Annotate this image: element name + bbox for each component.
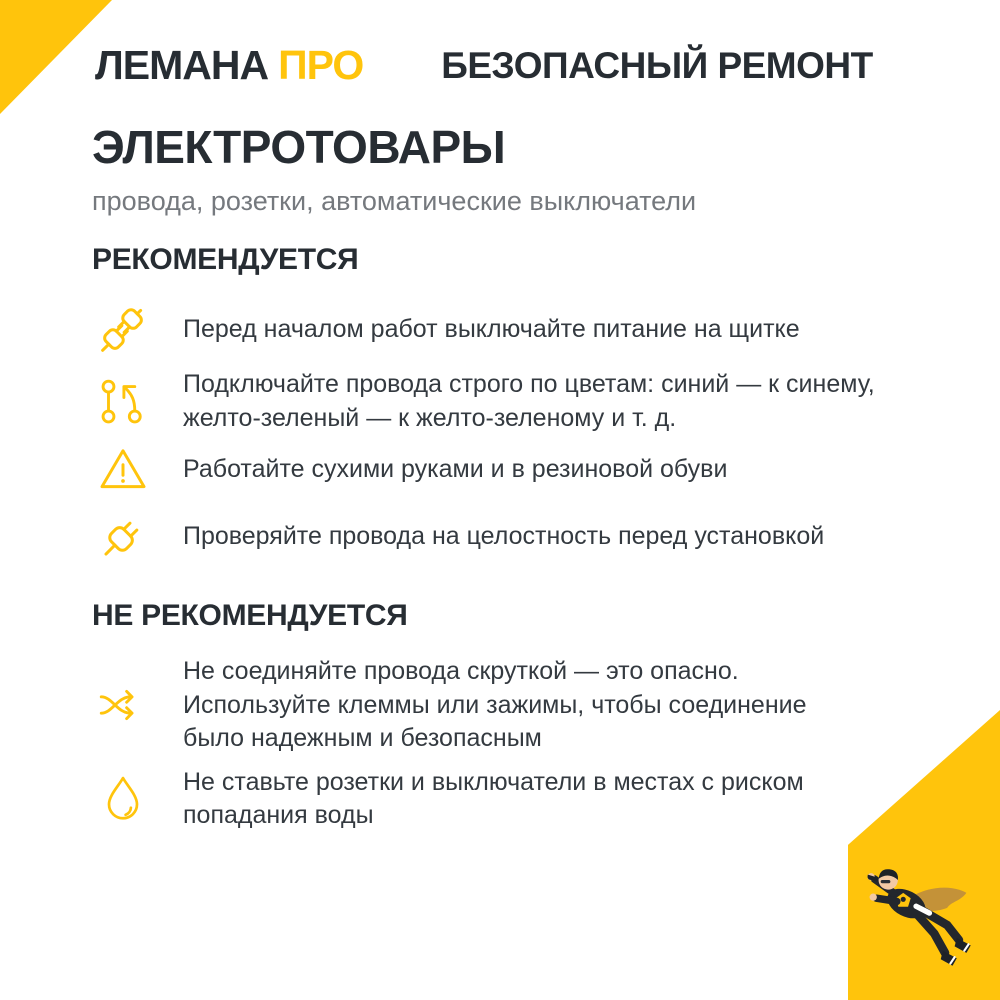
item-text: Перед началом работ выключайте питание на щитке [183, 315, 800, 344]
wire-colors-icon [92, 373, 154, 431]
page-title: ЭЛЕКТРОТОВАРЫ [92, 121, 506, 173]
recommendation-item [92, 299, 922, 361]
recommendation-item [92, 505, 922, 569]
superhero-character [850, 850, 980, 1000]
section-recommended [92, 299, 922, 569]
recommendation-item [92, 368, 922, 435]
title-block [92, 120, 940, 217]
poster-title: БЕЗОПАСНЫЙ РЕМОНТ [441, 44, 873, 86]
header [95, 42, 940, 89]
section-not-recommended [92, 655, 922, 833]
item-text: Не ставьте розетки и выключатели в местах с риском попадания воды [183, 767, 804, 829]
item-text: Работайте сухими руками и в резиновой обуви [183, 455, 728, 484]
water-drop-icon [92, 771, 154, 827]
item-text: Подключайте провода строго по цветам: синий — к синему, желто-зеленый — к желто-зеленому и т. д. [183, 370, 875, 432]
brand-logo [95, 42, 363, 89]
logo-lemana: ЛЕМАНА [95, 42, 269, 88]
recommendation-item [92, 766, 922, 833]
item-text: Не соединяйте провода скруткой — это опасно. Используйте клеммы или зажимы, чтобы соединение было надежным и безопасным [183, 657, 807, 752]
recommendation-item [92, 442, 922, 498]
shuffle-arrows-icon [92, 676, 154, 734]
logo-pro: ПРО [278, 42, 364, 88]
content [92, 243, 922, 843]
page-subtitle: провода, розетки, автоматические выключатели [92, 186, 697, 216]
warning-triangle-icon [92, 442, 154, 498]
plug-icon [92, 505, 154, 569]
item-text: Проверяйте провода на целостность перед установкой [183, 522, 825, 551]
plug-connection-icon [92, 299, 154, 361]
section-heading-not-recommended: НЕ РЕКОМЕНДУЕТСЯ [92, 599, 408, 632]
recommendation-item [92, 655, 922, 756]
section-heading-recommended: РЕКОМЕНДУЕТСЯ [92, 243, 359, 276]
